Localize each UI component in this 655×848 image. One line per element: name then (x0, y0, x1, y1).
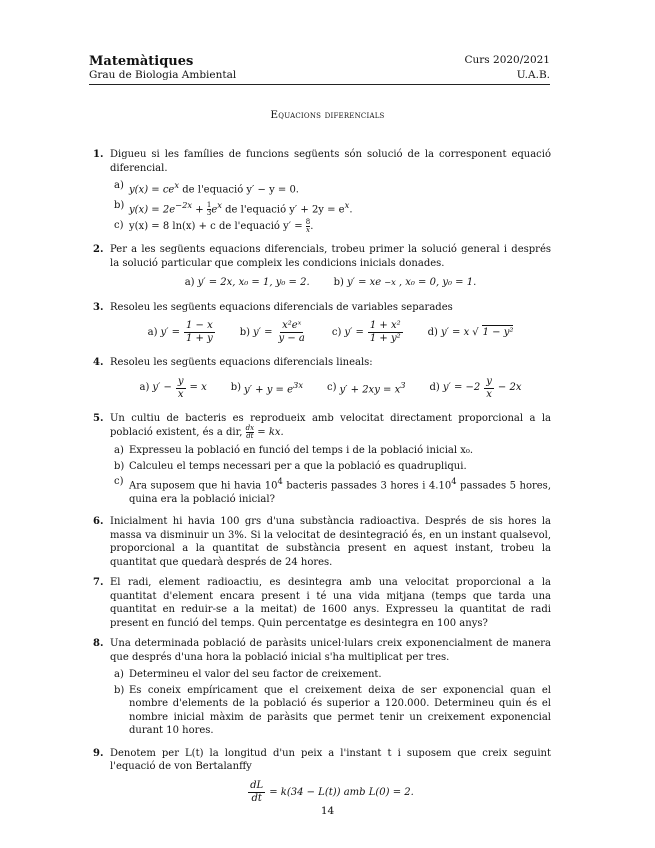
equation-d: d) y′ = x √ 1 − y² (427, 326, 514, 339)
section-title: Equacions diferencials (270, 109, 385, 121)
header-university: U.A.B. (516, 69, 550, 81)
item-1b: b) $y(x) = 2e^{-2x}$ + $\frac{1}{3}$ $e^x$ de l'equació $y' + 2y = e^x$. (114, 199, 353, 218)
problem-number: 1. (93, 149, 104, 160)
item-1c: c) y(x) = 8 ln(x) + c de l'equació y′ = $\frac{8}{x}$ . (114, 218, 314, 235)
problem-list (93, 148, 551, 816)
item-math: e (211, 204, 218, 216)
item-math: y(x) = ce (129, 184, 175, 196)
page-number: 14 (320, 805, 335, 817)
problem-5 (93, 412, 551, 509)
small-fraction: $\frac{1}{3}$ (206, 201, 212, 218)
item-5a: a) Expresseu la població en funció del temps i de la població inicial x₀. (114, 445, 474, 457)
item-5b: b) Calculeu el temps necessari per a que la població es quadrupliqui. (114, 460, 467, 472)
equation-c: c) $y' + 2xy = x^3$ (327, 380, 406, 396)
problem-2 (93, 243, 551, 294)
problem-number: 6. (93, 516, 104, 528)
problem-number: 7. (93, 577, 104, 589)
item-sup: −2x (175, 199, 193, 210)
equation-c: c) y′ = $\frac{\text{1 + x²}}{\text{1 + y²}}$ (331, 320, 401, 345)
problem-text: Denotem per L(t) la longitud d'un peix a l'instant t i suposem que creix seguint l'equació de von Bertalanffy (110, 747, 551, 773)
item-sup: x (174, 180, 180, 190)
item-label: b) (114, 199, 125, 211)
equation-row (110, 780, 551, 805)
equation-d: d) y′ = −2 $\frac{y}{x}$ − 2x (429, 375, 522, 400)
problem-8 (93, 637, 551, 740)
item-5c: c) Ara suposem que hi havia $10^4$ bacteris passades 3 hores i 4.10$^4$ passades 5 hores, quina era la població inicial? (114, 476, 551, 505)
problem-number: 3. (93, 301, 104, 313)
problem-number: 4. (93, 357, 104, 369)
problem-text: Inicialment hi havia 100 grs d'una substància radioactiva. Després de sis hores la massa va disminuir un 3%. Si la velocitat de desintegració és, en un instant qualsevol, proporcional a la quantitat de substància present en aquest instant, trobeu la quantitat que quedarà després de 24 hores. (110, 516, 551, 568)
item-1a (114, 179, 551, 197)
equation-b: b) $y' + y = e^{3x}$ (230, 380, 304, 396)
item-text: y(x) = 8 ln(x) + c de l'equació y′ = (129, 221, 306, 233)
item-math: y(x) = 2e (129, 204, 176, 216)
problem-number: 9. (93, 747, 104, 759)
header-degree: Grau de Biologia Ambiental (89, 69, 237, 81)
problem-number: 2. (93, 244, 104, 256)
small-fraction: $\frac{8}{x}$ (305, 218, 311, 235)
item-text: de l'equació y′ + 2y = e (221, 204, 345, 216)
problem-1 (93, 148, 551, 236)
problem-text: El radi, element radioactiu, es desintegra amb una velocitat proporcional a la quantitat d'element encara present i té una vida mitjana (temps que tarda una quantitat en reduir-se a la meitat) de 1600 anys. Expresseu la quantitat de radi present en funció del temps. Quin percentatge es desintegra en 100 anys? (110, 577, 551, 629)
header-course: Curs 2020/2021 (464, 54, 550, 66)
problem-number: 5. (93, 412, 104, 424)
item-label: c) (114, 220, 124, 232)
problem-number: 8. (93, 638, 104, 650)
problem-9 (93, 747, 551, 809)
equation-row (110, 376, 551, 401)
item-text: + (192, 204, 207, 216)
small-fraction: $\frac{dx}{dt}$ (245, 424, 255, 441)
problem-text: Per a les següents equacions diferencials, trobeu primer la solució general i després la solució particular que compleix les condicions inicials donades. (110, 244, 551, 269)
item-8b: b) Es coneix empíricament que el creixement deixa de ser exponencial quan el nombre d'elements de la població és superior a 120.000. Determineu quin és el nombre inicial màxim de paràsits que permet tenir un creixement exponencial durant 10 hores. (114, 684, 551, 737)
item-8a: a) Determineu el valor del seu factor de creixement. (114, 669, 382, 681)
equation-b: b) y′ = xe −x , x₀ = 0, y₀ = 1. (333, 277, 477, 289)
problem-text: Resoleu les següents equacions diferencials lineals: (110, 357, 373, 369)
item-sup: x (217, 199, 222, 210)
problem-4 (93, 356, 551, 405)
bertalanffy-equation: $\frac{dL}{dt}$ = k(34 − L(t)) amb L(0) = 2. (250, 779, 414, 804)
item-label: a) (114, 180, 124, 191)
equation-a: a) y′ = 2x, x₀ = 1, y₀ = 2. (184, 277, 310, 289)
problem-text: Resoleu les següents equacions diferencials de variables separades (110, 301, 453, 313)
equation-row (110, 276, 551, 290)
header-subject: Matemàtiques (89, 54, 194, 69)
header-rule (89, 84, 550, 85)
problem-text: Un cultiu de bacteris es reprodueix amb velocitat directament proporcional a la població existent, és a dir, $\frac{dx}{dt}$ = kx. (110, 412, 551, 441)
equation-b: b) y′ = $\frac{\text{x²eˣ}}{y - a}$ (239, 320, 305, 345)
equation-a: a) y′ − $\frac{y}{x}$ = x (139, 375, 207, 400)
problem-text: Digueu si les famílies de funcions següents són solució de la corresponent equació diferencial. (110, 149, 551, 174)
equation-row (110, 320, 551, 345)
problem-3 (93, 301, 551, 350)
item-text: de l'equació y′ − y = 0. (179, 184, 299, 196)
problem-7 (93, 576, 551, 630)
problem-text: Una determinada població de paràsits unicel·lulars creix exponencialment de manera que després d'una hora la població inicial s'ha multiplicat per tres. (110, 638, 551, 663)
item-sup: x (344, 199, 350, 210)
equation-a: a) y′ = $\frac{1 - x}{1 + y}$ (147, 320, 213, 345)
problem-6 (93, 515, 551, 569)
